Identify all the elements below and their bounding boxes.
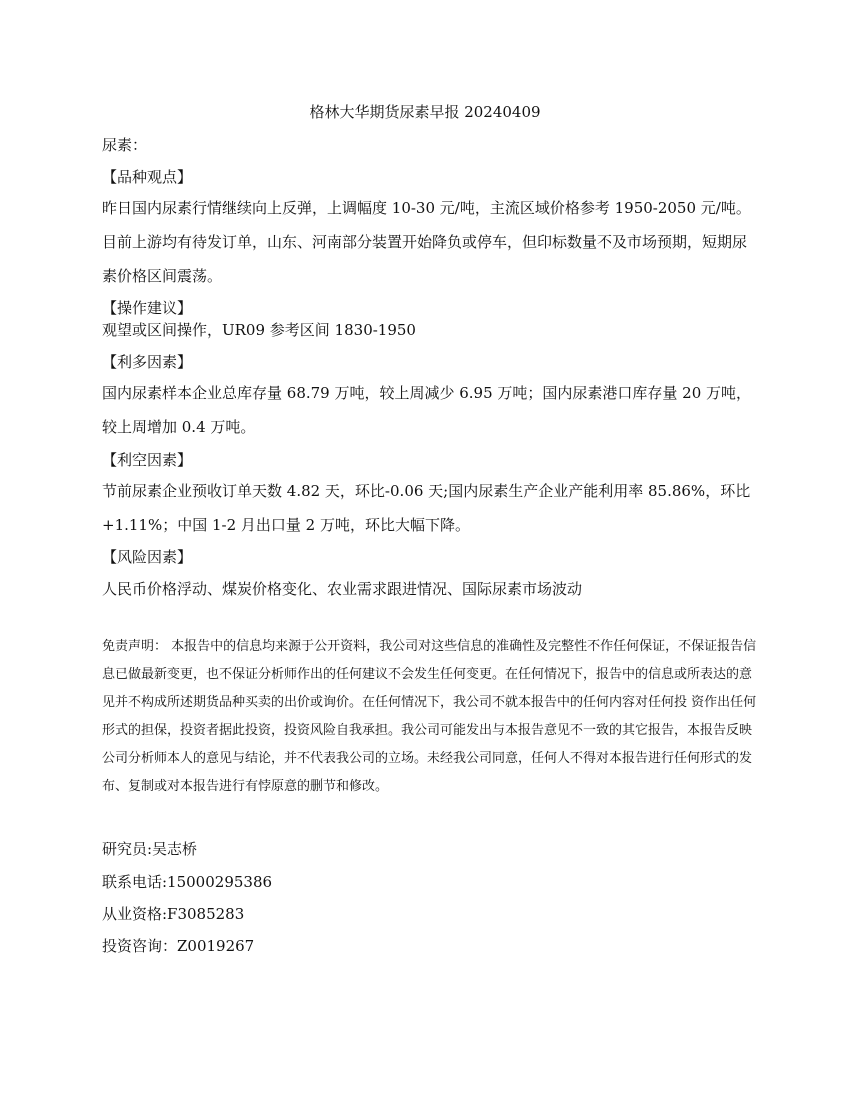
section-heading-advice: 【操作建议】 — [102, 299, 193, 317]
section-text-risk: 人民币价格浮动、煤炭价格变化、农业需求跟进情况、国际尿素市场波动 — [102, 580, 583, 598]
contact-phone: 联系电话:15000295386 — [102, 873, 273, 891]
section-heading-view: 【品种观点】 — [102, 168, 193, 186]
researcher-name: 研究员:吴志桥 — [102, 840, 198, 858]
section-heading-bearish: 【利空因素】 — [102, 451, 193, 469]
disclaimer-text: 免责声明： 本报告中的信息均来源于公开资料，我公司对这些信息的准确性及完整性不作任何保证，不保证报告信息已做最新变更，也不保证分析师作出的任何建议不会发生任何变更。在任何情况下，报告中的信息或所表达的意见并不构成所述期货品种买卖的出价或询价。在任何情况下，我公司不就本报告中的任何内容对任何投 资作出任何形式的担保，投资者据此投资，投资风险自我承担。我公司可能发出与本报告意见不一致的其它报告，本报告反映公司分析师本人的意见与结论，并不代表我公司的立场。未经我公司同意，任何人不得对本报告进行任何形式的发布、复制或对本报告进行有悖原意的删节和修改。 — [102, 639, 757, 794]
report-title: 格林大华期货尿素早报 20240409 — [309, 103, 541, 121]
section-text-advice: 观望或区间操作，UR09 参考区间 1830-1950 — [102, 321, 416, 339]
consulting-number: 投资咨询：Z0019267 — [102, 937, 255, 955]
subject-label: 尿素： — [102, 136, 148, 154]
qualification-number: 从业资格:F3085283 — [102, 905, 245, 923]
section-heading-bullish: 【利多因素】 — [102, 353, 193, 371]
section-text-bearish: 节前尿素企业预收订单天数 4.82 天，环比-0.06 天;国内尿素生产企业产能利用率 85.86%，环比+1.11%；中国 1-2 月出口量 2 万吨，环比大幅下降。 — [102, 482, 751, 534]
section-text-bullish: 国内尿素样本企业总库存量 68.79 万吨，较上周减少 6.95 万吨；国内尿素港口库存量 20 万吨，较上周增加 0.4 万吨。 — [102, 384, 752, 436]
section-text-view: 昨日国内尿素行情继续向上反弹，上调幅度 10-30 元/吨，主流区域价格参考 1950-2050 元/吨。目前上游均有待发订单，山东、河南部分装置开始降负或停车，但印标数量不及市场预期，短期尿素价格区间震荡。 — [102, 199, 751, 285]
section-heading-risk: 【风险因素】 — [102, 548, 193, 566]
